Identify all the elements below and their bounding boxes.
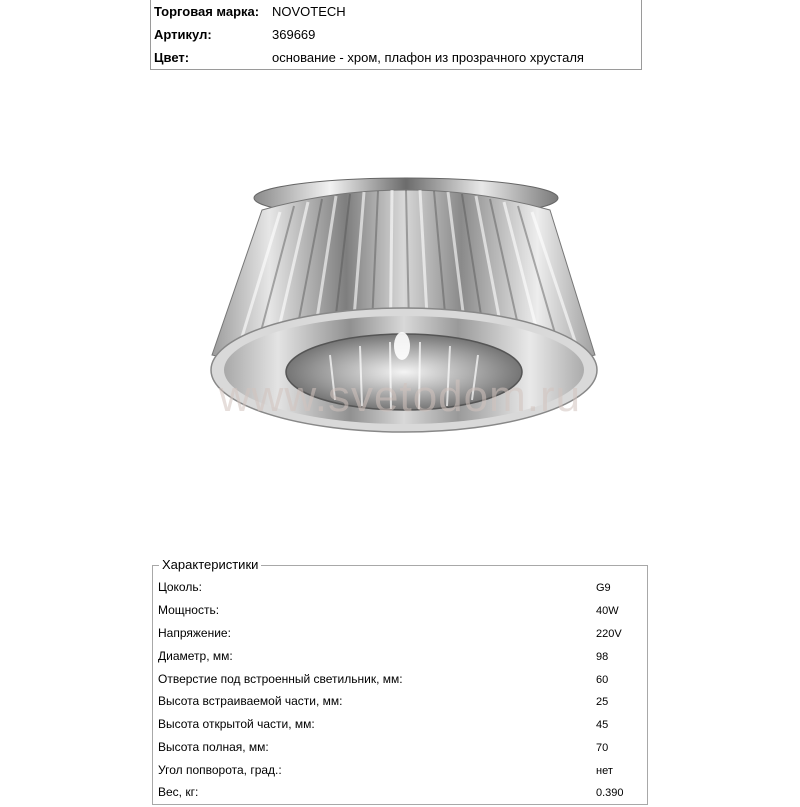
spec-value: 0.390 (596, 787, 624, 799)
spec-value: нет (596, 765, 613, 777)
spec-row (0, 763, 800, 785)
spec-label: Высота открытой части, мм: (158, 717, 315, 731)
color-value: основание - хром, плафон из прозрачного хрусталя (272, 50, 584, 65)
spec-label: Напряжение: (158, 626, 231, 640)
article-value: 369669 (272, 27, 316, 42)
spec-label: Высота полная, мм: (158, 740, 269, 754)
spec-row (0, 626, 800, 648)
spec-value: 45 (596, 719, 609, 731)
brand-row (151, 0, 641, 23)
spec-value: 60 (596, 674, 609, 686)
article-row (151, 23, 641, 46)
spec-row (0, 717, 800, 739)
spec-row (0, 694, 800, 716)
spec-row (0, 740, 800, 762)
spec-row (0, 603, 800, 625)
spec-value: 98 (596, 651, 609, 663)
spec-value: 25 (596, 696, 609, 708)
spec-label: Цоколь: (158, 580, 202, 594)
watermark-text: www.svetodom.ru (218, 372, 582, 421)
spec-value: 40W (596, 605, 619, 617)
spec-row (0, 672, 800, 694)
spec-label: Мощность: (158, 603, 220, 617)
spec-value: 220V (596, 628, 622, 640)
article-label: Артикул: (154, 27, 212, 42)
spec-value: G9 (596, 582, 611, 594)
brand-value: NOVOTECH (272, 4, 346, 19)
spec-label: Вес, кг: (158, 785, 199, 799)
product-info-box (150, 0, 642, 70)
spec-row (0, 649, 800, 671)
spec-row (0, 580, 800, 602)
spec-label: Отверстие под встроенный светильник, мм: (158, 672, 403, 686)
specs-title: Характеристики (159, 557, 261, 573)
spec-row (0, 785, 800, 807)
spec-label: Угол попворота, град.: (158, 763, 282, 777)
brand-label: Торговая марка: (154, 4, 260, 19)
color-row (151, 46, 641, 69)
color-label: Цвет: (154, 50, 190, 65)
spec-label: Высота встраиваемой части, мм: (158, 694, 343, 708)
spec-value: 70 (596, 742, 609, 754)
spec-label: Диаметр, мм: (158, 649, 233, 663)
